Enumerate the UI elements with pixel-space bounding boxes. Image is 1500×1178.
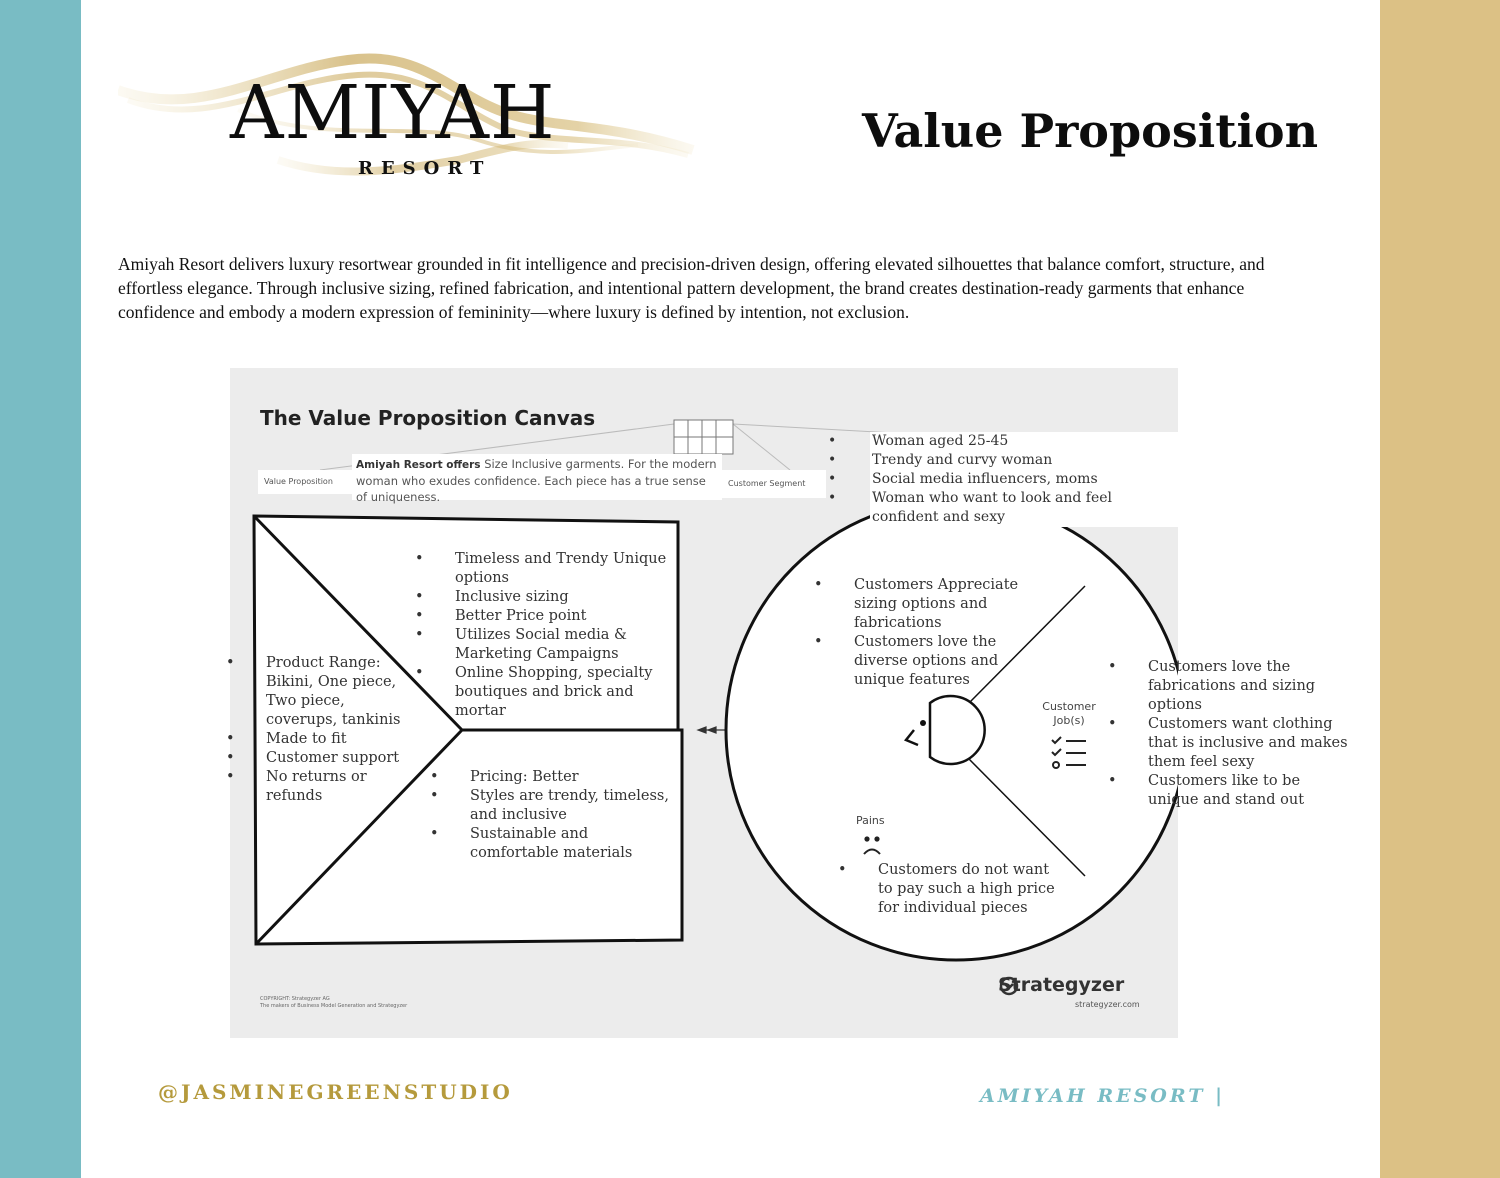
list-item: • Styles are trendy, timeless, and inclusive (470, 787, 680, 825)
list-item: • Customers love the fabrications and sizing options (1148, 658, 1348, 715)
list-item: • Customers like to be unique and stand out (1148, 772, 1348, 810)
strategyzer-brand: Strategyzer (998, 974, 1125, 996)
customer-gains-list (854, 576, 1024, 690)
canvas-thumbnail-icon (674, 420, 733, 454)
products-services-list (266, 654, 406, 806)
list-item: • Social media influencers, moms (872, 470, 1178, 489)
statement-lead: Amiyah Resort offers (356, 459, 481, 471)
left-color-band (0, 0, 81, 1178)
strategyzer-url: strategyzer.com (1075, 1000, 1140, 1009)
copyright-line: The makers of Business Model Generation and Strategyzer (260, 1003, 408, 1009)
list-item: • Sustainable and comfortable materials (470, 825, 680, 863)
list-item: • Customers Appreciate sizing options and fabrications (854, 576, 1024, 633)
canvas-copyright (260, 996, 407, 1010)
value-proposition-label: Value Proposition (258, 470, 354, 494)
list-item: • Utilizes Social media & Marketing Campaigns (455, 626, 673, 664)
canvas-title: The Value Proposition Canvas (260, 406, 596, 430)
intro-paragraph: Amiyah Resort delivers luxury resortwear grounded in fit intelligence and precision-driven design, offering elevated silhouettes that balance comfort, structure, and effortless elegance. Through inclusive sizing, refined fabrication, and intentional pattern development, the brand creates destination-ready garments that enhance confidence and embody a modern expression of femininity—where luxury is defined by intention, not exclusion. (118, 254, 1265, 322)
right-color-band (1380, 0, 1500, 1178)
list-item: • Customers want clothing that is inclusive and makes them feel sexy (1148, 715, 1348, 772)
copyright-line: COPYRIGHT: Strategyzer AG (260, 996, 330, 1002)
statement-text: Size Inclusive garments. For the modern woman who exudes confidence. Each piece has a true sense of uniqueness. (356, 457, 717, 504)
value-proposition-canvas (230, 368, 1348, 1038)
brand-logo (118, 50, 698, 190)
page-title: Value Proposition (862, 104, 1319, 158)
list-item: • Online Shopping, specialty boutiques and brick and mortar (455, 664, 673, 721)
customer-pains-list (878, 861, 1058, 918)
footer-brand: AMIYAH RESORT | (980, 1085, 1225, 1107)
list-item: • Inclusive sizing (455, 588, 673, 607)
customer-segment-label: Customer Segment (722, 470, 826, 498)
list-item: • Better Price point (455, 607, 673, 626)
gain-creators-list (455, 550, 673, 721)
list-item: • No returns or refunds (266, 768, 406, 806)
list-item: • Made to fit (266, 730, 406, 749)
list-item: • Woman who want to look and feel confident and sexy (872, 489, 1178, 527)
list-item: • Customers love the diverse options and unique features (854, 633, 1024, 690)
logo-wordmark: AMIYAH (230, 70, 556, 156)
footer-handle: @JASMINEGREENSTUDIO (158, 1080, 513, 1104)
list-item: • Timeless and Trendy Unique options (455, 550, 673, 588)
list-item: • Woman aged 25-45 (872, 432, 1178, 451)
logo-subtitle: RESORT (358, 158, 492, 179)
pain-relievers-list (470, 768, 680, 863)
list-item: • Customer support (266, 749, 406, 768)
customer-jobs-list (1148, 658, 1348, 810)
customer-segment-list (870, 432, 1178, 527)
list-item: • Pricing: Better (470, 768, 680, 787)
value-proposition-statement (352, 454, 722, 504)
list-item: • Trendy and curvy woman (872, 451, 1178, 470)
list-item: • Product Range: Bikini, One piece, Two piece, coverups, tankinis (266, 654, 406, 730)
customer-jobs-label: Customer Job(s) (1042, 700, 1096, 727)
list-item: • Customers do not want to pay such a high price for individual pieces (878, 861, 1058, 918)
pains-label: Pains (856, 814, 885, 827)
